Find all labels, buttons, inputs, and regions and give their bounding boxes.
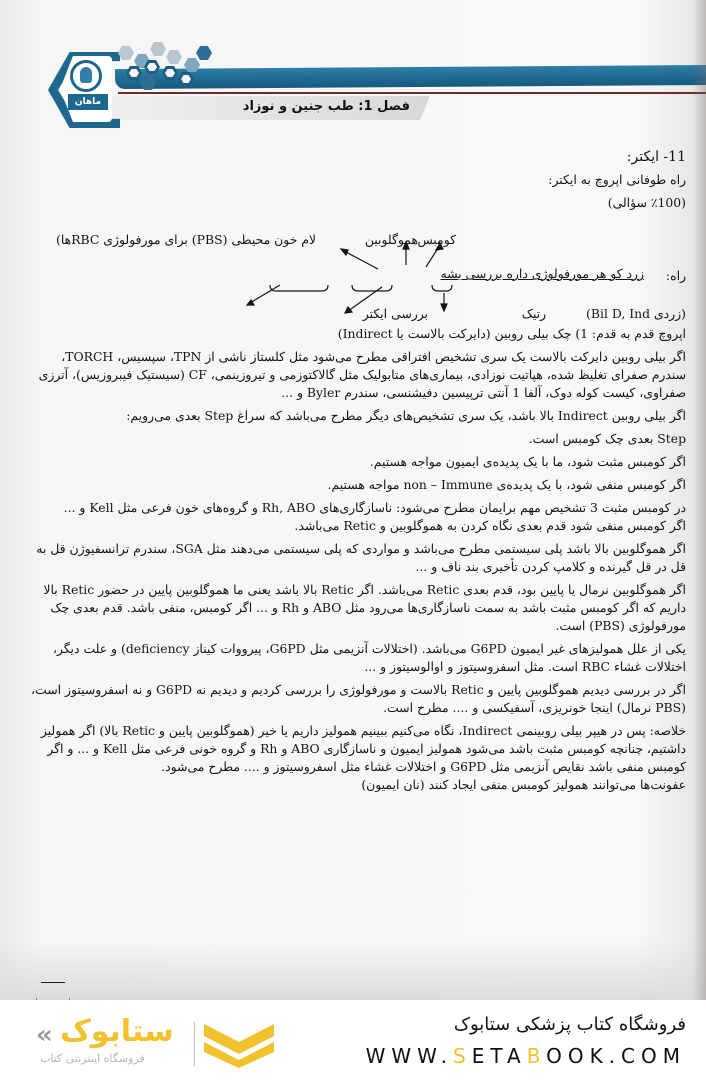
section-title: 11- ایکتر: [626,149,686,165]
tooth-logo-icon [70,60,102,92]
label-coombs: کومبس [417,232,456,247]
page-content [28,148,686,799]
paragraph: Step بعدی چک کومبس است. [528,431,686,446]
paragraph: اگر بیلی روبین Indirect بالا باشد، یک سری تشخیص‌های دیگر مطرح می‌باشد که سراغ Step بعدی می‌رویم: [126,408,686,423]
url-part-accent: S [453,1044,472,1068]
section-note: (٪100 سؤالی) [607,195,686,210]
chapter-title: فصل 1: طب جنین و نوزاد [242,99,410,114]
chevron-left-icon: « [36,1020,53,1050]
paragraph: یکی از علل همولیزهای غیر ایمیون G6PD می‌باشد. (اختلالات آنزیمی مثل G6PD، پیرووات کیناز deficiency) و علت دیگر، اختلالات غشاء RBC است. مثل اسفروسیتوز و اوالوسیتوز و ... [52,641,686,674]
page-number-tab [36,982,70,1001]
brand-wordmark: ستابوک [60,1014,174,1049]
hexagon-icon [150,42,166,56]
shop-url[interactable] [366,1044,686,1068]
paragraph: اگر کومبس منفی شود قدم بعدی نگاه کردن به هموگلوبین و Retic می‌باشد. [294,518,686,533]
paragraph: خلاصه: پس در هیپر بیلی روبینمی Indirect، نگاه می‌کنیم ببینیم همولیز داریم یا خیر (هموگلوبین پایین و Retic بالا) اگر همولیز داشتیم، چنانچه کومبس مثبت باشد می‌شود همولیز ایمیون و ناسازگاری ABO و Rh و گروه خونی فرعی مثل Kell و ... و اگر کومبس منفی باشد نقایص آنزیمی مثل G6PD و اختلالات غشاء مثل اسفروسیتوز و .... مطرح می‌شود. [40,723,686,774]
url-part-accent: B [526,1044,547,1068]
section-intro: راه طوفانی اپروچ به ایکتر: [548,172,686,187]
header-divider [118,92,706,94]
page-header [0,40,706,130]
url-part: OOK.COM [546,1044,686,1068]
url-part: ETA [471,1044,527,1068]
page-edge-shadow [692,0,706,1000]
logo-text: ماهان [68,94,108,110]
label-hemoglobin: هموگلوبین [364,232,418,247]
paragraph: اگر بیلی روبین دایرکت بالاست یک سری تشخیص افتراقی مطرح می‌شود مثل کلستاز ناشی از TPN، سپسیس، TORCH، سندرم صفرای تغلیظ شده، هپاتیت نوزادی، بیماری‌های متابولیک مثل گالاکتوزمی و تیروزینمی، CF (سیستیک فیبروزیس)، آترزی صفراوی، کیست کوله دوک، آلفا 1 آنتی ترپیسین دفیشنسی، سندرم Byler و ... [38,349,686,400]
watermark-footer [0,1000,706,1080]
brand-subtitle: فروشگاه اینترنتی کتاب [40,1052,145,1065]
paragraph: اگر کومبس مثبت شود، ما با یک پدیده‌ی ایمیون مواجه هستیم. [369,454,686,469]
paragraph: اپروچ قدم به قدم: 1) چک بیلی روبین (دایرکت بالاست یا Indirect) [337,326,686,341]
hexagon-icon [196,46,212,60]
paragraph: اگر هموگلوبین بالا باشد پلی سیستمی مطرح می‌باشد و مواردی که پلی سیستمی می‌دهند مثل SGA، سندرم ترانسفیوژن قل به قل در قل گیرنده و کلامپ کردن تأخیری بند ناف و ... [36,541,686,574]
shop-name: فروشگاه کتاب پزشکی ستابوک [453,1014,686,1035]
paragraph: در کومبس مثبت 3 تشخیص مهم برایمان مطرح می‌شود: ناسازگاری‌های Rh, ABO و گروه‌های خون فرعی مثل Kell و ... [63,500,686,515]
label-pbs: لام خون محیطی (PBS) برای مورفولوژی RBCها) [56,232,316,247]
paragraph: اگر کومبس منفی شود، با یک پدیده‌ی non – Immune مواجه هستیم. [327,477,686,492]
hexagon-icon [166,50,182,64]
label-icter-check: بررسی ایکتر [362,306,428,321]
page-shadow [0,940,706,1000]
header-band [115,65,706,89]
hexagon-icon [118,46,134,60]
url-part: WWW. [365,1044,454,1068]
mnemonic-diagram [28,217,686,325]
paragraph: عفونت‌ها می‌توانند همولیز کومبس منفی ایجاد کنند (نان ایمیون) [361,777,686,792]
paragraph: اگر در بررسی دیدیم هموگلوبین پایین و Retic بالاست و مورفولوژی را بررسی کردیم و دیدیم نه G6PD و نه اسفروسیتوز است، (PBS نرمال) اینجا خونریزی، آسفیکسی و .... مطرح است. [31,682,686,715]
setabook-chevron-icon [204,1020,274,1068]
mnemonic-phrase: زرد کو هر مورفولوژی داره بررسی بشه [440,266,644,281]
label-bilirubin: (زردی Bil D, Ind) [586,306,686,321]
paragraph: اگر هموگلوبین نرمال یا پایین بود، قدم بعدی Retic می‌باشد. اگر Retic بالا باشد یعنی ما هموگلوبین پایین در حضور Retic بالا داریم که اگر کومبس مثبت باشد به سمت ناسازگاری‌ها می‌رود مثل ABO و Rh و ... اگر کومبس، منفی باشد. قدم بعدی چک مورفولوژی (PBS) است. [43,582,686,633]
setabook-logo [36,1014,276,1070]
brand-divider [194,1022,195,1066]
mnemonic-label: راه: [665,268,686,283]
label-retic: رتیک [521,306,546,321]
